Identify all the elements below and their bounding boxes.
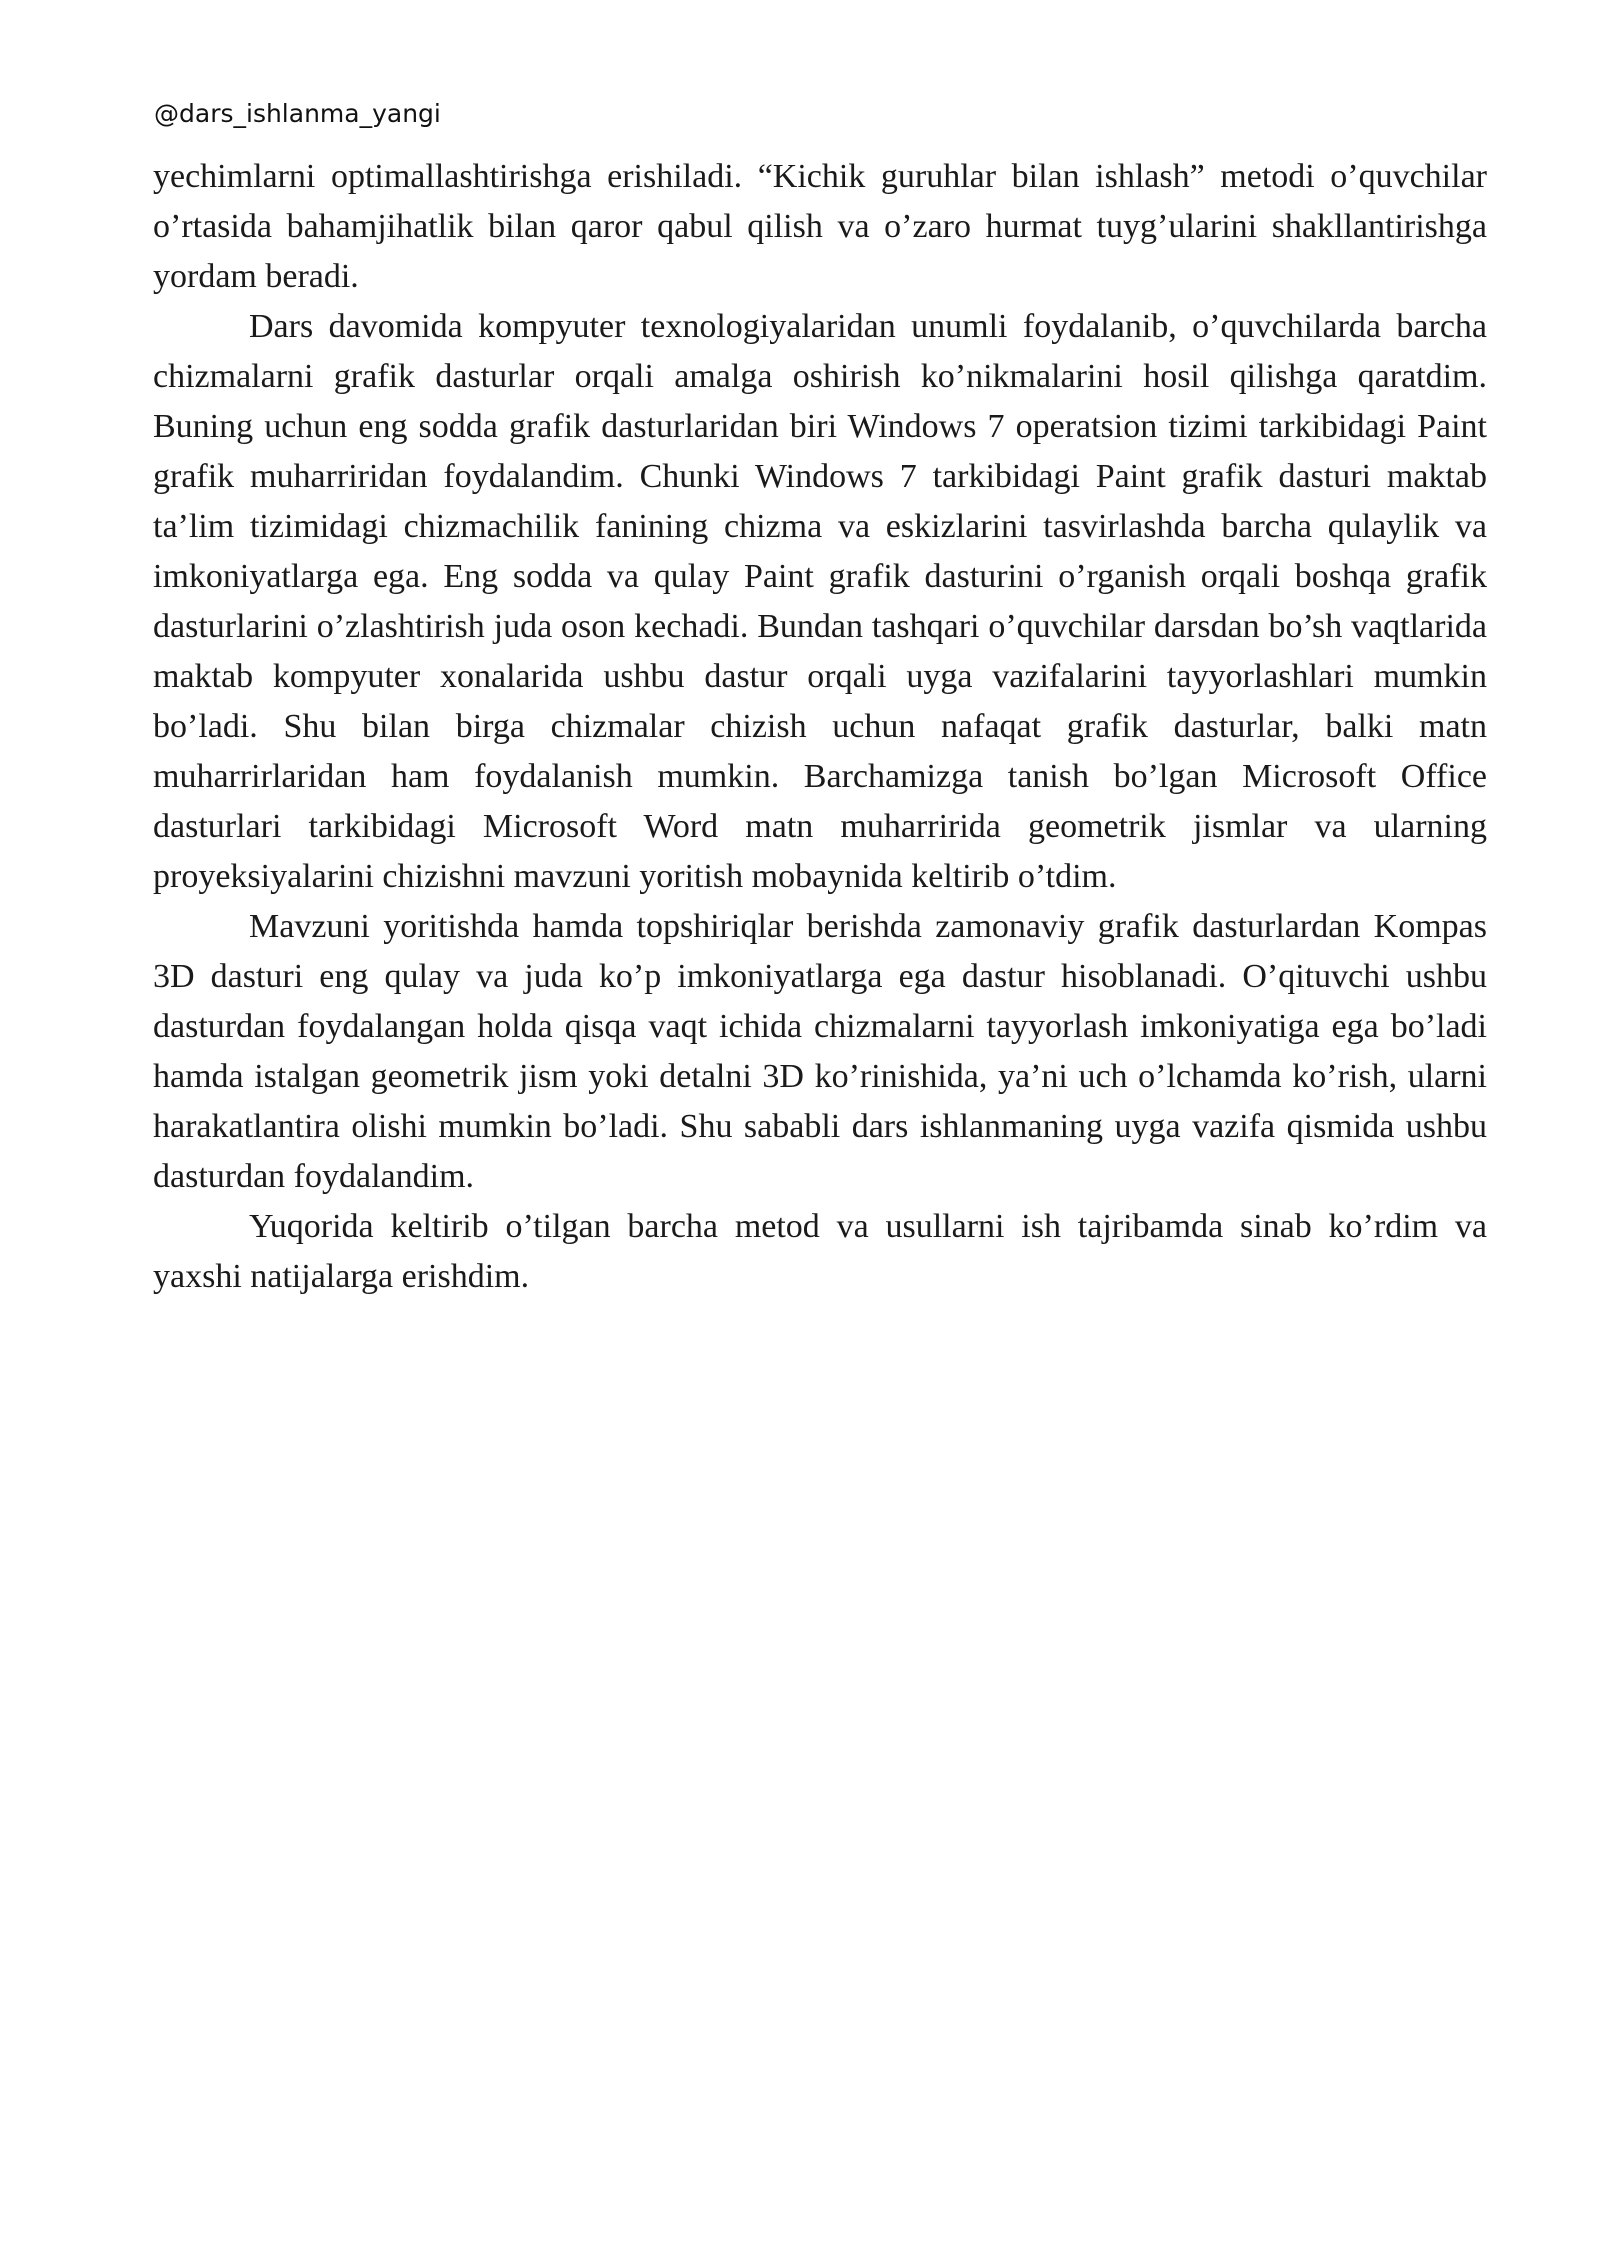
page-header-watermark: @dars_ishlanma_yangi [154,99,441,128]
paragraph-kompas-3d: Mavzuni yoritishda hamda topshiriqlar berishda zamonaviy grafik dasturlardan Kompas 3D dasturi eng qulay va juda ko’p imkoniyatlarga ega dastur hisoblanadi. O’qituvchi ushbu dasturdan foydalangan holda qisqa vaqt ichida chizmalarni tayyorlash imkoniyatiga ega bo’ladi hamda istalgan geometrik jism yoki detalni 3D ko’rinishida, ya’ni uch o’lchamda ko’rish, ularni harakatlantira olishi mumkin bo’ladi. Shu sababli dars ishlanmaning uyga vazifa qismida ushbu dasturdan foydalandim. [153,908,1487,1195]
paragraph-computer-technologies: Dars davomida kompyuter texnologiyalaridan unumli foydalanib, o’quvchilarda barcha chizmalarni grafik dasturlar orqali amalga oshirish ko’nikmalarini hosil qilishga qaratdim. Buning uchun eng sodda grafik dasturlaridan biri Windows 7 operatsion tizimi tarkibidagi Paint grafik muharriridan foydalandim. Chunki Windows 7 tarkibidagi Paint grafik dasturi maktab ta’lim tizimidagi chizmachilik fanining chizma va eskizlarini tasvirlashda barcha qulaylik va imkoniyatlarga ega. Eng sodda va qulay Paint grafik dasturini o’rganish orqali boshqa grafik dasturlarini o’zlashtirish juda oson kechadi. Bundan tashqari o’quvchilar darsdan bo’sh vaqtlarida maktab kompyuter xonalarida ushbu dastur orqali uyga vazifalarini tayyorlashlari mumkin bo’ladi. Shu bilan birga chizmalar chizish uchun nafaqat grafik dasturlar, balki matn muharrirlaridan ham foydalanish mumkin. Barchamizga tanish bo’lgan Microsoft Office dasturlari tarkibidagi Microsoft Word matn muharririda geometrik jismlar va ularning proyeksiyalarini chizishni mavzuni yoritish mobaynida keltirib o’tdim. [153,308,1487,895]
paragraph-conclusion: Yuqorida keltirib o’tilgan barcha metod va usullarni ish tajribamda sinab ko’rdim va yaxshi natijalarga erishdim. [153,1208,1487,1295]
document-body [153,152,1487,1302]
paragraph-continuation: yechimlarni optimallashtirishga erishiladi. “Kichik guruhlar bilan ishlash” metodi o’quvchilar o’rtasida bahamjihatlik bilan qaror qabul qilish va o’zaro hurmat tuyg’ularini shakllantirishga yordam beradi. [153,158,1487,295]
